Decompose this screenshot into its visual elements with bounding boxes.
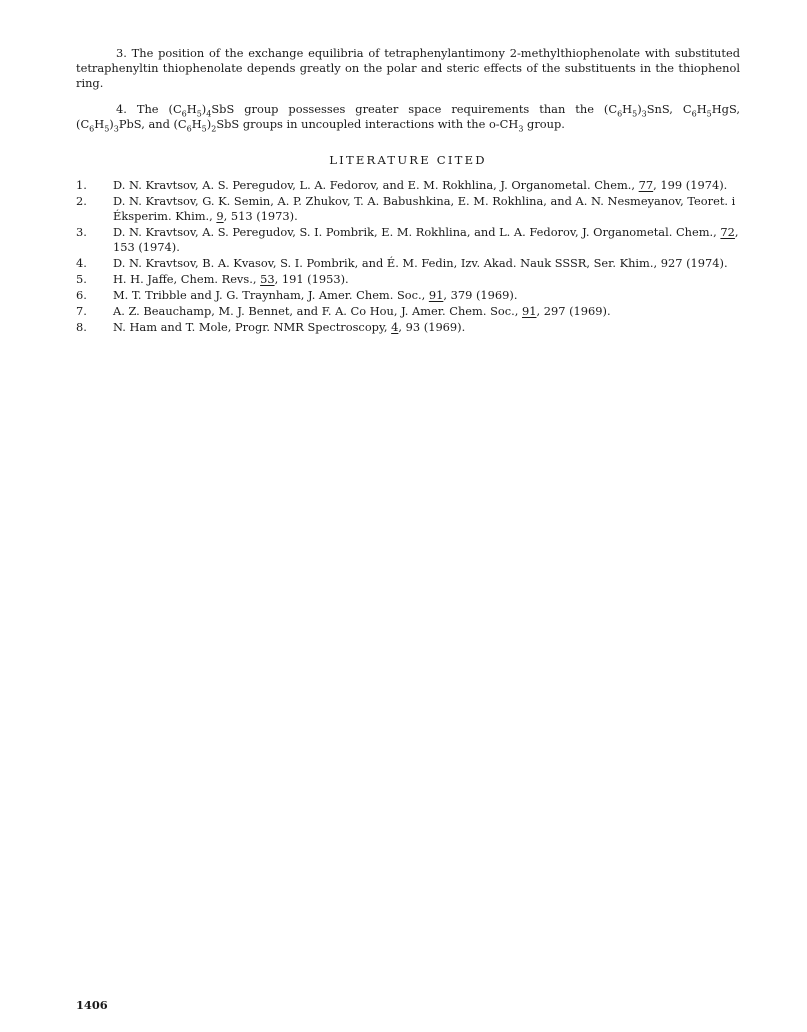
subscript: 5: [706, 108, 712, 118]
subscript: 2: [211, 124, 217, 134]
reference-pages: , 191 (1953).: [274, 272, 349, 287]
conclusion-4-text-m: H: [191, 116, 202, 131]
subscript: 5: [196, 108, 202, 118]
conclusion-4-text-i: HgS, (C: [76, 101, 740, 131]
conclusion-4-text-l: PbS, and (C: [118, 116, 187, 131]
reference-number: 7.: [76, 304, 87, 319]
reference-item: [76, 320, 740, 335]
reference-number: 6.: [76, 288, 87, 303]
reference-item: [76, 256, 740, 271]
conclusion-4-text-c: ): [201, 101, 207, 116]
reference-pages: , 297 (1969).: [536, 304, 611, 319]
reference-item: [76, 178, 740, 193]
conclusion-item-3: 3. The position of the exchange equilibria of tetraphenylantimony 2-methylthiophenolate with substituted tetraphenyltin thiophenolate depends greatly on the polar and steric effects of the substituents in the thiophenol ring.: [76, 46, 740, 91]
reference-item: [76, 272, 740, 287]
subscript: 5: [104, 124, 110, 134]
reference-volume: 91: [521, 304, 537, 319]
subscript: 6: [691, 108, 697, 118]
reference-number: 3.: [76, 225, 87, 240]
reference-pages: , 379 (1969).: [443, 288, 518, 303]
subscript: 6: [186, 124, 192, 134]
reference-number: 1.: [76, 178, 87, 193]
reference-volume: 91: [428, 288, 444, 303]
subscript: 3: [113, 124, 119, 134]
subscript: 6: [181, 108, 187, 118]
conclusion-4-text-g: SnS, C: [646, 101, 692, 116]
reference-volume: 4: [391, 320, 399, 335]
reference-text: D. N. Kravtsov, A. S. Peregudov, L. A. Fedorov, and E. M. Rokhlina, J. Organometal. Chem.,: [113, 178, 639, 193]
reference-item: [76, 194, 740, 224]
subscript: 3: [641, 108, 647, 118]
subscript: 5: [632, 108, 638, 118]
reference-text: A. Z. Beauchamp, M. J. Bennet, and F. A. Co Hou, J. Amer. Chem. Soc.,: [113, 304, 522, 319]
reference-pages: , 93 (1969).: [398, 320, 466, 335]
reference-volume: 9: [216, 209, 224, 224]
reference-text: D. N. Kravtsov, G. K. Semin, A. P. Zhukov, T. A. Babushkina, E. M. Rokhlina, and A. N. Nesmeyanov, Teoret. i Éksperim. Khim.,: [113, 194, 736, 224]
conclusion-4-text-e: H: [622, 101, 633, 116]
reference-number: 4.: [76, 256, 87, 271]
reference-number: 5.: [76, 272, 87, 287]
conclusion-4-text-o: SbS groups in uncoupled interactions with the o-CH: [216, 116, 519, 131]
conclusion-4-text-j: H: [94, 116, 105, 131]
conclusion-4-text-b: H: [186, 101, 197, 116]
reference-text: M. T. Tribble and J. G. Traynham, J. Amer. Chem. Soc.,: [113, 288, 429, 303]
literature-heading: LITERATURE CITED: [329, 153, 487, 168]
conclusion-4-text-d: SbS group possesses greater space requirements than the (C: [211, 101, 618, 116]
reference-volume: 77: [638, 178, 654, 193]
conclusion-4-text-f: ): [637, 101, 642, 116]
conclusion-4-text-n: ): [206, 116, 212, 131]
reference-item: [76, 304, 740, 319]
reference-pages: , 153 (1974).: [113, 225, 739, 255]
reference-number: 8.: [76, 320, 87, 335]
conclusion-4-text-a: 4. The (C: [116, 101, 182, 116]
reference-item: [76, 288, 740, 303]
subscript: 6: [89, 124, 95, 134]
page-body: [76, 46, 740, 336]
reference-text: D. N. Kravtsov, A. S. Peregudov, S. I. Pombrik, E. M. Rokhlina, and L. A. Fedorov, J. Organometal. Chem.,: [113, 225, 721, 240]
subscript: 4: [206, 108, 212, 118]
reference-list: [76, 178, 740, 336]
subscript: 3: [518, 124, 524, 134]
conclusion-4-text-h: H: [696, 101, 707, 116]
reference-volume: 53: [260, 272, 275, 287]
reference-pages: , 199 (1974).: [653, 178, 728, 193]
subscript: 5: [201, 124, 207, 134]
conclusion-item-4: [76, 102, 740, 132]
reference-volume: 72: [720, 225, 735, 240]
reference-item: [76, 225, 740, 255]
page-number: 1406: [76, 998, 108, 1012]
reference-text: H. H. Jaffe, Chem. Revs.,: [113, 272, 261, 287]
conclusion-4-text-p: group.: [523, 116, 565, 131]
conclusion-4-text-k: ): [109, 116, 114, 131]
reference-text: N. Ham and T. Mole, Progr. NMR Spectroscopy,: [113, 320, 392, 335]
reference-number: 2.: [76, 194, 87, 209]
reference-pages: , 513 (1973).: [223, 209, 298, 224]
reference-text: D. N. Kravtsov, B. A. Kvasov, S. I. Pombrik, and É. M. Fedin, Izv. Akad. Nauk SSSR, Ser. Khim., 927 (1974).: [113, 256, 728, 271]
subscript: 6: [617, 108, 623, 118]
